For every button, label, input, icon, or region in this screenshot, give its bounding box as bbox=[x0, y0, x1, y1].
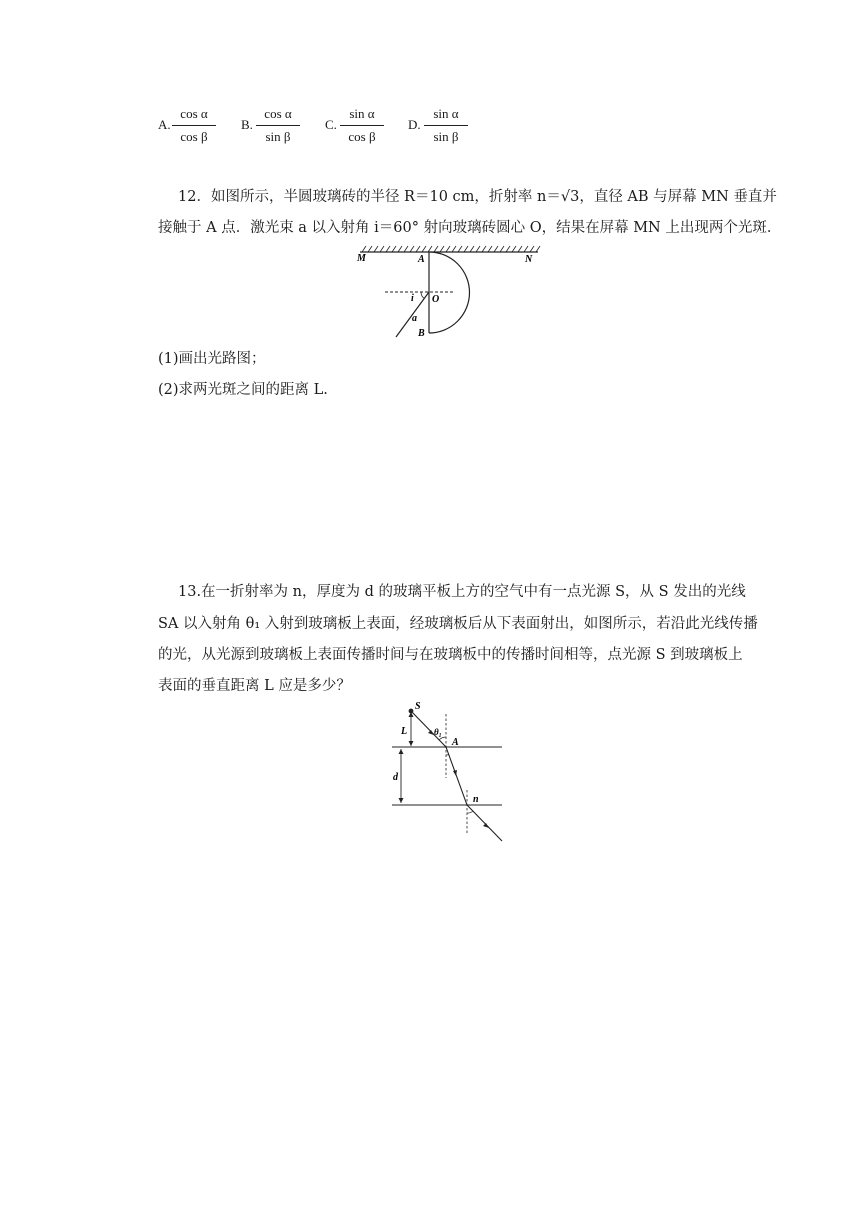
label-theta: θ₁ bbox=[434, 727, 442, 737]
q12-line-2: 接触于 A 点．激光束 a 以入射角 i＝60° 射向玻璃砖圆心 O，结果在屏幕 MN 上出现两个光斑． bbox=[158, 220, 782, 236]
q13-line-1: 13.在一折射率为 n，厚度为 d 的玻璃平板上方的空气中有一点光源 S，从 S 发出的光线 bbox=[178, 584, 746, 600]
q12-line-1: 12．如图所示，半圆玻璃砖的半径 R＝10 cm，折射率 n＝√3，直径 AB 与屏幕 MN 垂直并 bbox=[178, 189, 777, 205]
q12-sub-1: (1)画出光路图； bbox=[158, 351, 266, 367]
q13-line-4: 表面的垂直距离 L 应是多少？ bbox=[158, 678, 351, 694]
option-b-denominator: sin β bbox=[265, 129, 291, 144]
fraction-bar bbox=[172, 125, 216, 126]
option-c-numerator: sin α bbox=[349, 106, 375, 121]
label-b: B bbox=[418, 328, 425, 339]
label-n: N bbox=[525, 254, 533, 265]
option-b-numerator: cos α bbox=[264, 106, 292, 121]
q13-line-2: SA 以入射角 θ₁ 入射到玻璃板上表面，经玻璃板后从下表面射出，如图所示，若沿此光线传播 bbox=[158, 616, 758, 632]
option-a-numerator: cos α bbox=[180, 106, 208, 121]
label-s: S bbox=[415, 701, 421, 712]
option-c-denominator: cos β bbox=[348, 129, 376, 144]
q12-sub-2: (2)求两光斑之间的距离 L. bbox=[158, 382, 328, 398]
option-d-denominator: sin β bbox=[433, 129, 459, 144]
option-b-label: B. bbox=[241, 117, 253, 132]
label-o: O bbox=[432, 294, 440, 305]
label-l: L bbox=[401, 726, 408, 737]
fraction-bar bbox=[340, 125, 384, 126]
label-n: n bbox=[473, 794, 479, 805]
label-m: M bbox=[357, 253, 366, 264]
option-b-fraction bbox=[254, 106, 302, 145]
q13-line-3: 的光，从光源到玻璃板上表面传播时间与在玻璃板中的传播时间相等，点光源 S 到玻璃板上 bbox=[158, 647, 743, 663]
option-a-fraction bbox=[170, 106, 218, 145]
fraction-bar bbox=[256, 125, 300, 126]
label-i: i bbox=[411, 293, 414, 304]
option-d-numerator: sin α bbox=[433, 106, 459, 121]
option-d-fraction bbox=[422, 106, 470, 145]
option-d-label: D. bbox=[408, 117, 421, 132]
option-a-denominator: cos β bbox=[180, 129, 208, 144]
option-c-label: C. bbox=[325, 117, 337, 132]
option-c-fraction bbox=[338, 106, 386, 145]
label-d: d bbox=[393, 772, 398, 783]
option-a-label: A. bbox=[158, 117, 171, 132]
label-a: A bbox=[452, 737, 459, 748]
q13-glass-plate-diagram bbox=[385, 698, 510, 843]
fraction-bar bbox=[424, 125, 468, 126]
q12-semicircle-diagram bbox=[355, 245, 545, 345]
label-a: A bbox=[418, 254, 425, 265]
label-ray-a: a bbox=[412, 313, 417, 324]
